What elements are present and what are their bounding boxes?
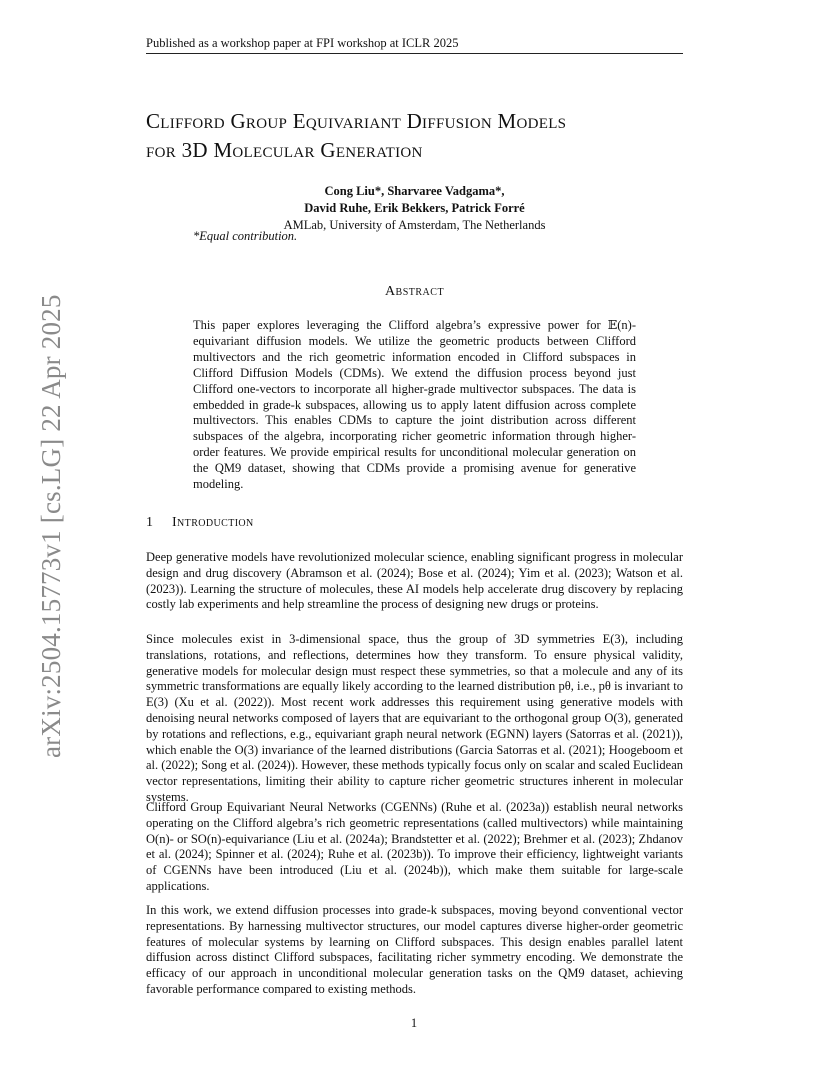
section-number: 1: [146, 515, 153, 530]
arxiv-stamp: arXiv:2504.15773v1 [cs.LG] 22 Apr 2025: [36, 294, 66, 758]
intro-paragraph-2: Since molecules exist in 3-dimensional space, thus the group of 3D symmetries E(3), including translations, rotations, and reflections, determines how they transform. To ensure physical validity, generative models for molecular design must respect these symmetries, so that a molecule and any of its symmetric transformations are equally likely according to the learned distribution pθ, i.e., pθ is invariant to E(3) (Xu et al. (2022)). Most recent work addresses this requirement using generative models with denoising neural networks composed of layers that are equivariant to the orthogonal group O(3), generated by rotations and reflections, e.g., equivariant graph neural network (EGNN) layers (Satorras et al. (2021)), which enable the O(3) invariance of the learned distributions (Garcia Satorras et al. (2021); Hoogeboom et al. (2022); Song et al. (2024)). However, these methods typically focus only on scalar and scaled Euclidean vector representations, limiting their ability to capture richer geometric structures inherent in molecular systems.: [146, 632, 683, 804]
running-header: Published as a workshop paper at FPI workshop at ICLR 2025: [146, 36, 459, 50]
title-line-2: for 3D Molecular Generation: [146, 138, 423, 162]
affiliation: AMLab, University of Amsterdam, The Netherlands: [283, 218, 546, 232]
section-title: Introduction: [172, 515, 254, 530]
authors-line-2: David Ruhe, Erik Bekkers, Patrick Forré: [304, 201, 525, 215]
author-block: [146, 183, 683, 234]
section-heading: [146, 515, 254, 531]
abstract-text: This paper explores leveraging the Clifford algebra’s expressive power for 𝔼(n)-equivariant diffusion models. We utilize the geometric products between Clifford multivectors and the rich geometric information encoded in Clifford subspaces in Clifford Diffusion Models (CDMs). We extend the diffusion process beyond just Clifford one-vectors to incorporate all higher-grade multivector subspaces. The data is embedded in grade-k subspaces, allowing us to apply latent diffusion across complete multivectors. This enables CDMs to capture the joint distribution across different subspaces of the algebra, incorporating richer geometric information through higher-order features. We provide empirical results for unconditional molecular generation on the QM9 dataset, showing that CDMs provide a promising avenue for generative modeling.: [193, 318, 636, 492]
intro-paragraph-3: Clifford Group Equivariant Neural Networks (CGENNs) (Ruhe et al. (2023a)) establish neural networks operating on the Clifford algebra’s rich geometric representations (called multivectors) while maintaining O(n)- or SO(n)-equivariance (Liu et al. (2024a); Brandstetter et al. (2022); Brehmer et al. (2023); Zhdanov et al. (2024); Spinner et al. (2024); Ruhe et al. (2023b)). To improve their efficiency, lightweight variants of CGENNs have been introduced (Liu et al. (2024b)), which make them suitable for large-scale applications.: [146, 800, 683, 893]
equal-contribution-note: *Equal contribution.: [193, 229, 298, 243]
paper-title: [146, 107, 706, 165]
authors-line-1: Cong Liu*, Sharvaree Vadgama*,: [324, 184, 505, 198]
page-number: 1: [410, 1016, 418, 1030]
intro-paragraph-4: In this work, we extend diffusion processes into grade-k subspaces, moving beyond conventional vector representations. By harnessing multivector structures, our model captures diverse higher-order geometric features of molecular systems by learning on Clifford subspaces. This design enables parallel latent diffusion across distinct Clifford subspaces, facilitating richer symmetry encoding. We demonstrate the efficacy of our approach in unconditional molecular generation tasks on the QM9 dataset, achieving favorable performance compared to existing methods.: [146, 903, 683, 996]
title-line-1: Clifford Group Equivariant Diffusion Models: [146, 109, 567, 133]
abstract-heading: Abstract: [384, 284, 445, 299]
header-rule: [146, 53, 683, 54]
intro-paragraph-1: Deep generative models have revolutionized molecular science, enabling significant progress in molecular design and drug discovery (Abramson et al. (2024); Bose et al. (2024); Yim et al. (2023); Watson et al. (2023)). Learning the structure of molecules, these AI models help accelerate drug discovery by replacing costly lab experiments and help streamline the process of designing new drugs or proteins.: [146, 550, 683, 612]
